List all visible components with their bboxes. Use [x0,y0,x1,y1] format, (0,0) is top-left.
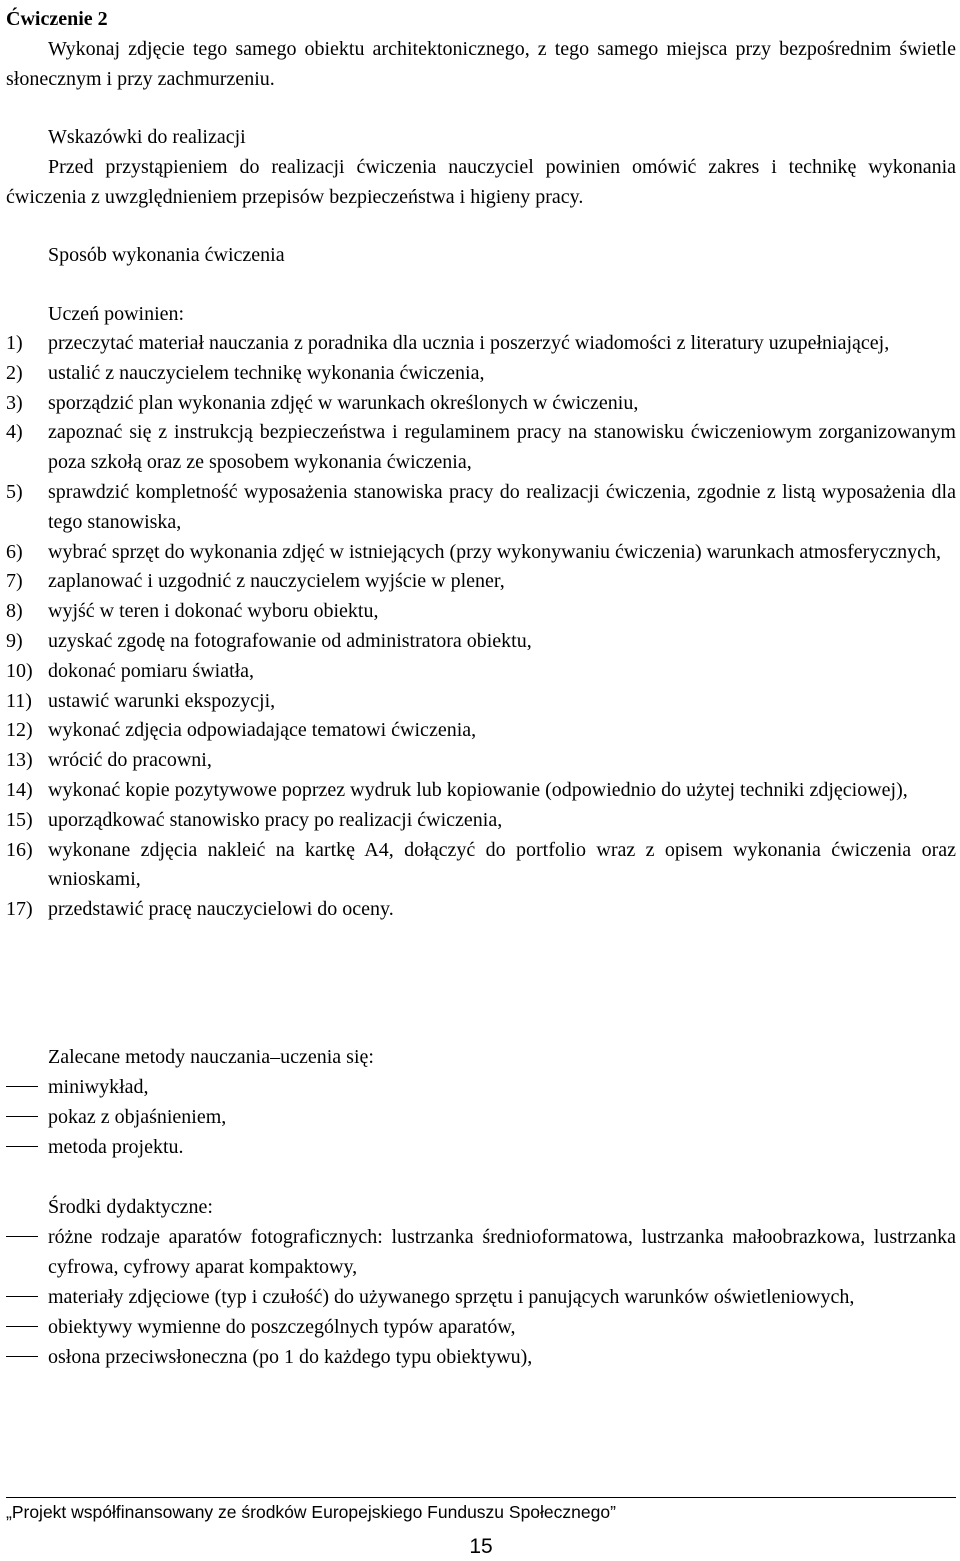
list-item [6,478,956,538]
list-item [6,687,956,717]
step-number: 8) [6,600,23,623]
step-number: 5) [6,480,23,503]
teaching-methods-heading: Zalecane metody nauczania–uczenia się: [48,1046,374,1068]
hints-text: Przed przystąpieniem do realizacji ćwiczenia nauczyciel powinien omówić zakres i technikę wykonania ćwiczenia z uwzględnieniem przepisów bezpieczeństwa i higieny pracy. [6,156,956,208]
step-number: 3) [6,391,23,414]
step-text: wybrać sprzęt do wykonania zdjęć w istniejących (przy wykonywaniu ćwiczenia) warunkach atmosferycznych, [48,540,941,563]
list-item [6,746,956,776]
footer-divider [6,1497,956,1498]
step-text: przeczytać materiał nauczania z poradnika dla ucznia i poszerzyć wiadomości z literatury uzupełniającej, [48,332,890,354]
item-text: obiektywy wymienne do poszczególnych typów aparatów, [48,1316,516,1338]
exercise-task [6,34,956,94]
teaching-aids-heading: Środki dydaktyczne: [48,1196,213,1218]
item-text: materiały zdjęciowe (typ i czułość) do używanego sprzętu i panujących warunków oświetleniowych, [48,1286,855,1308]
list-item [6,1222,956,1282]
list-item [6,776,956,806]
list-item [6,836,956,896]
list-item [6,389,956,419]
step-number: 1) [6,332,23,354]
step-text: wykonać kopie pozytywowe poprzez wydruk lub kopiowanie (odpowiednio do użytej techniki zdjęciowej), [48,778,908,801]
hints-paragraph [6,152,956,212]
list-item [6,567,956,597]
teaching-aids-list [6,1222,956,1372]
dash-bullet-icon [6,1236,38,1237]
step-number: 16) [6,838,33,861]
exercise-title: Ćwiczenie 2 [6,8,108,30]
list-item [6,1282,956,1312]
list-item [6,716,956,746]
list-item [6,806,956,836]
list-item [6,1072,956,1102]
step-number: 4) [6,421,23,444]
step-text: ustawić warunki ekspozycji, [48,689,276,712]
step-text: ustalić z nauczycielem technikę wykonania ćwiczenia, [48,361,485,384]
step-number: 11) [6,689,32,712]
list-item [6,1102,956,1132]
step-text: zapoznać się z instrukcją bezpieczeństwa i regulaminem pracy na stanowisku ćwiczeniowym zorganizowanym poza szkołą oraz ze sposobem wykonania ćwiczenia, [48,421,956,474]
step-text: uporządkować stanowisko pracy po realizacji ćwiczenia, [48,808,503,831]
item-text: metoda projektu. [48,1136,184,1158]
list-item [6,895,956,925]
list-item [6,657,956,687]
step-text: wyjść w teren i dokonać wyboru obiektu, [48,600,379,623]
list-item [6,597,956,627]
footer-funding-note: „Projekt współfinansowany ze środków Europejskiego Funduszu Społecznego” [6,1502,616,1522]
list-item [6,1312,956,1342]
step-text: wykonać zdjęcia odpowiadające tematowi ćwiczenia, [48,719,477,742]
method-intro: Uczeń powinien: [48,303,185,325]
dash-bullet-icon [6,1326,38,1327]
step-number: 14) [6,778,33,801]
step-number: 10) [6,659,33,682]
step-text: przedstawić pracę nauczycielowi do oceny. [48,898,394,921]
step-number: 2) [6,361,23,384]
step-text: wrócić do pracowni, [48,749,212,772]
item-text: miniwykład, [48,1076,149,1098]
dash-bullet-icon [6,1116,38,1117]
step-number: 9) [6,629,23,652]
step-number: 6) [6,540,23,563]
step-number: 13) [6,749,33,772]
dash-bullet-icon [6,1356,38,1357]
step-number: 17) [6,898,33,921]
dash-bullet-icon [6,1086,38,1087]
page-number: 15 [469,1535,493,1558]
list-item [6,538,956,568]
step-number: 12) [6,719,33,742]
step-text: wykonane zdjęcia nakleić na kartkę A4, dołączyć do portfolio wraz z opisem wykonania ćwiczenia oraz wnioskami, [48,838,956,891]
hints-heading: Wskazówki do realizacji [48,126,246,148]
item-text: pokaz z objaśnieniem, [48,1106,227,1128]
step-text: sprawdzić kompletność wyposażenia stanowiska pracy do realizacji ćwiczenia, zgodnie z listą wyposażenia dla tego stanowiska, [48,480,956,533]
item-text: osłona przeciwsłoneczna (po 1 do każdego typu obiektywu), [48,1346,533,1368]
teaching-methods-list [6,1072,956,1162]
step-text: uzyskać zgodę na fotografowanie od administratora obiektu, [48,629,532,652]
step-text: sporządzić plan wykonania zdjęć w warunkach określonych w ćwiczeniu, [48,391,639,414]
step-number: 7) [6,570,23,593]
dash-bullet-icon [6,1296,38,1297]
list-item [6,1342,956,1372]
list-item [6,359,956,389]
method-steps-list [6,329,956,925]
dash-bullet-icon [6,1146,38,1147]
list-item [6,418,956,478]
item-text: różne rodzaje aparatów fotograficznych: lustrzanka średnioformatowa, lustrzanka małoobrazkowa, lustrzanka cyfrowa, cyfrowy aparat kompaktowy, [48,1226,956,1278]
step-text: zaplanować i uzgodnić z nauczycielem wyjście w plener, [48,570,505,593]
list-item [6,627,956,657]
step-number: 15) [6,808,33,831]
list-item [6,1132,956,1162]
exercise-task-text: Wykonaj zdjęcie tego samego obiektu architektonicznego, z tego samego miejsca przy bezpośrednim świetle słonecznym i przy zachmurzeniu. [6,38,956,90]
step-text: dokonać pomiaru światła, [48,659,255,682]
method-heading: Sposób wykonania ćwiczenia [48,244,285,266]
list-item [6,329,956,359]
